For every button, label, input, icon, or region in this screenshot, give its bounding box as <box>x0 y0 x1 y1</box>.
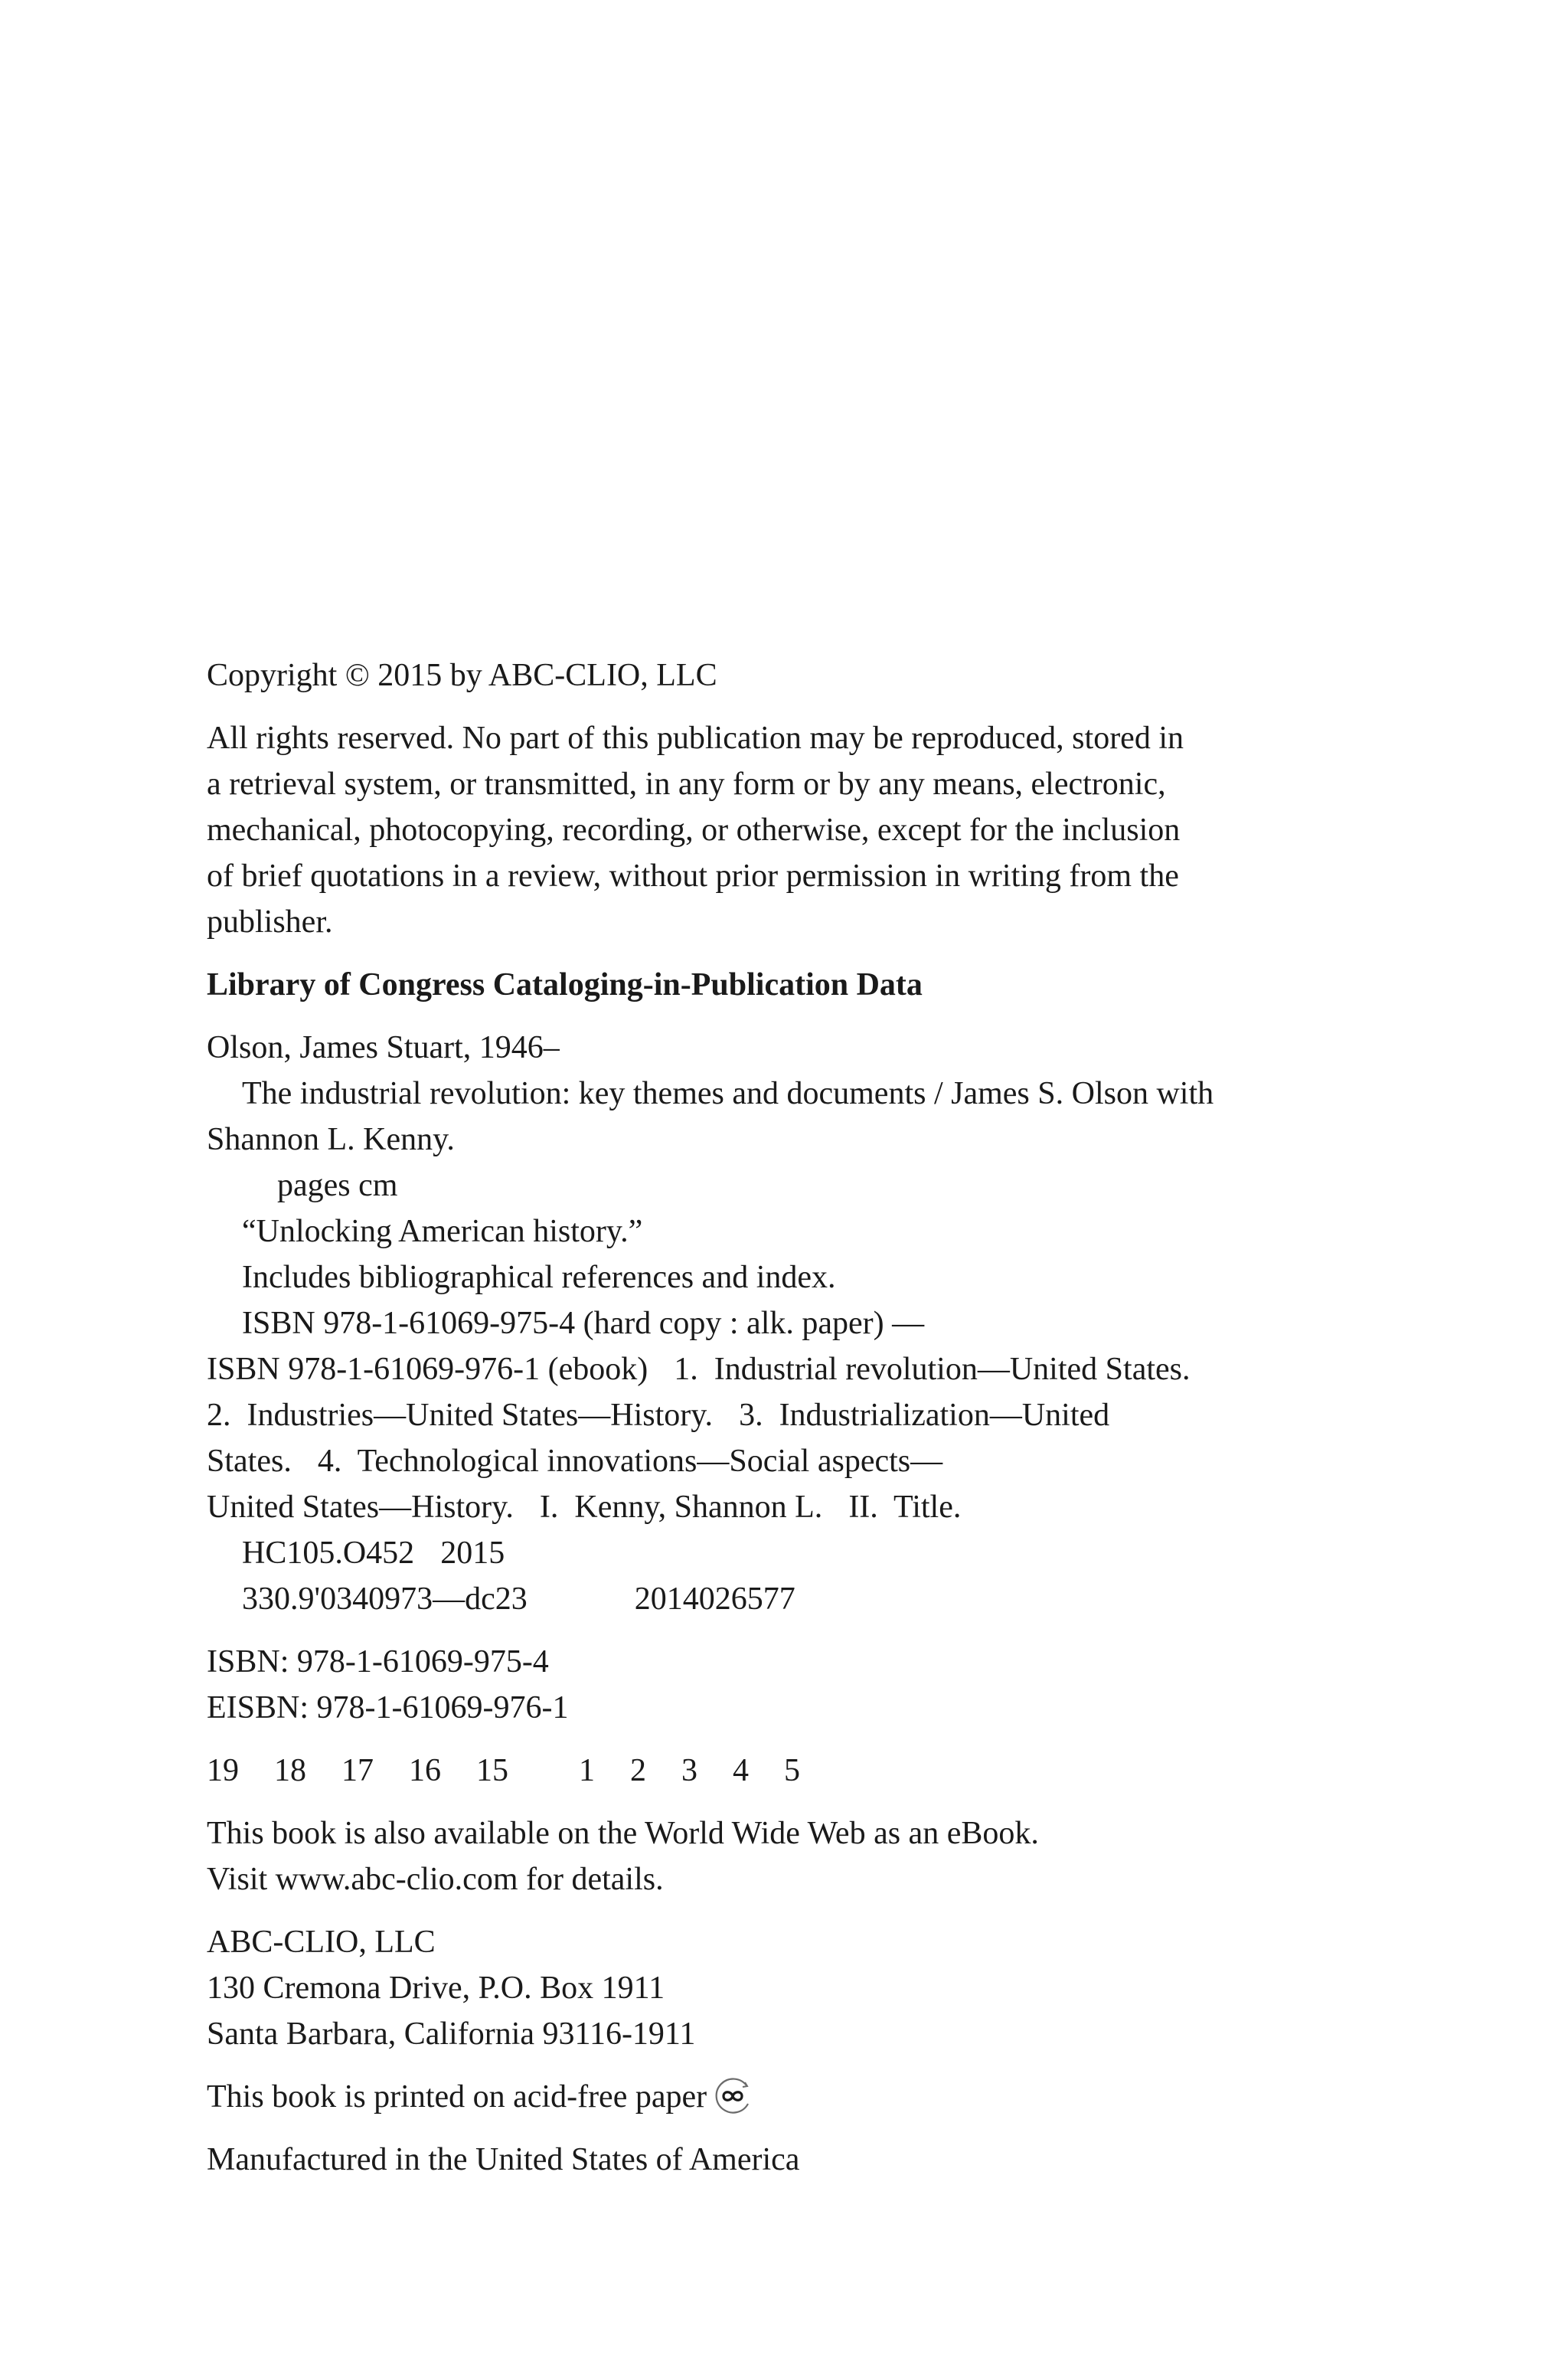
publisher-city-line: Santa Barbara, California 93116-1911 <box>207 2016 696 2052</box>
printing-number: 16 <box>409 1753 441 1788</box>
cip-dewey: 330.9'0340973—dc23 <box>242 1581 528 1617</box>
cip-title-cont: Shannon L. Kenny. <box>207 1122 455 1157</box>
ebook-notice <box>207 1810 1355 1902</box>
cip-record <box>207 1025 1355 1622</box>
publisher-name: ABC-CLIO, LLC <box>207 1925 436 1960</box>
ebook-visit-line: Visit www.abc-clio.com for details. <box>207 1862 664 1897</box>
cip-subject-1: 1. Industrial revolution—United States. <box>674 1352 1191 1387</box>
printing-number: 5 <box>784 1753 800 1788</box>
cip-subject-3-cont: States. <box>207 1444 292 1479</box>
acid-free-text: This book is printed on acid-free paper <box>207 2079 707 2115</box>
cip-added-entry-1: I. Kenny, Shannon L. <box>539 1490 823 1525</box>
cip-subject-2: 2. Industries—United States—History. <box>207 1398 714 1433</box>
cip-subject-row-3 <box>207 1438 1355 1484</box>
printing-number: 17 <box>341 1753 374 1788</box>
cip-call-number-row <box>207 1530 1355 1576</box>
printing-number: 4 <box>733 1753 749 1788</box>
cip-dewey-row <box>207 1576 1355 1622</box>
cip-pages: pages cm <box>277 1168 398 1203</box>
cip-isbn-ebook: ISBN 978-1-61069-976-1 (ebook) <box>207 1352 648 1387</box>
copyright-line: Copyright © 2015 by ABC-CLIO, LLC <box>207 658 717 693</box>
cip-heading: Library of Congress Cataloging-in-Publication Data <box>207 967 923 1002</box>
publisher-address <box>207 1919 1355 2057</box>
eisbn-line: EISBN: 978-1-61069-976-1 <box>207 1690 569 1725</box>
cip-includes: Includes bibliographical references and index. <box>242 1260 836 1295</box>
publisher-address-line: 130 Cremona Drive, P.O. Box 1911 <box>207 1971 665 2006</box>
cip-call-number: HC105.O452 <box>242 1536 415 1571</box>
cip-series: “Unlocking American history.” <box>242 1214 643 1249</box>
acid-free-paper-infinity-icon <box>711 2075 754 2118</box>
cip-isbn-hardcopy: ISBN 978-1-61069-975-4 (hard copy : alk. paper) — <box>242 1306 925 1341</box>
cip-isbn-ebook-row <box>207 1346 1355 1392</box>
printing-number: 18 <box>274 1753 306 1788</box>
rights-paragraph <box>207 715 1355 945</box>
acid-free-line <box>207 2074 1355 2120</box>
rights-line: All rights reserved. No part of this publication may be reproduced, stored in <box>207 721 1184 756</box>
rights-line: publisher. <box>207 904 333 940</box>
printing-number-line <box>207 1748 1355 1794</box>
manufactured-line: Manufactured in the United States of America <box>207 2142 800 2177</box>
cip-subject-3: 3. Industrialization—United <box>739 1398 1110 1433</box>
cip-author: Olson, James Stuart, 1946– <box>207 1030 560 1065</box>
cip-lccn: 2014026577 <box>634 1581 795 1617</box>
cip-subject-4-cont: United States—History. <box>207 1490 514 1525</box>
acid-free-notice <box>207 2074 1355 2120</box>
cip-subject-row-4 <box>207 1484 1355 1530</box>
cip-added-entry-2: II. Title. <box>848 1490 962 1525</box>
copyright-page <box>207 653 1355 2200</box>
printing-number: 2 <box>630 1753 646 1788</box>
copyright-block <box>207 653 1355 698</box>
cip-call-year: 2015 <box>440 1536 505 1571</box>
cip-heading-block <box>207 962 1355 1008</box>
printing-number: 1 <box>579 1753 595 1788</box>
isbn-line: ISBN: 978-1-61069-975-4 <box>207 1644 549 1680</box>
printing-number: 3 <box>681 1753 697 1788</box>
cip-title: The industrial revolution: key themes and documents / James S. Olson with <box>242 1076 1214 1111</box>
cip-subject-row-2 <box>207 1392 1355 1438</box>
isbn-block <box>207 1639 1355 1731</box>
printing-number: 15 <box>476 1753 508 1788</box>
cip-subject-4: 4. Technological innovations—Social aspects— <box>317 1444 943 1479</box>
manufactured-notice <box>207 2137 1355 2183</box>
ebook-line: This book is also available on the World Wide Web as an eBook. <box>207 1816 1039 1851</box>
rights-line: a retrieval system, or transmitted, in any form or by any means, electronic, <box>207 767 1166 802</box>
printing-number: 19 <box>207 1753 239 1788</box>
rights-line: mechanical, photocopying, recording, or otherwise, except for the inclusion <box>207 813 1181 848</box>
rights-line: of brief quotations in a review, without prior permission in writing from the <box>207 859 1179 894</box>
